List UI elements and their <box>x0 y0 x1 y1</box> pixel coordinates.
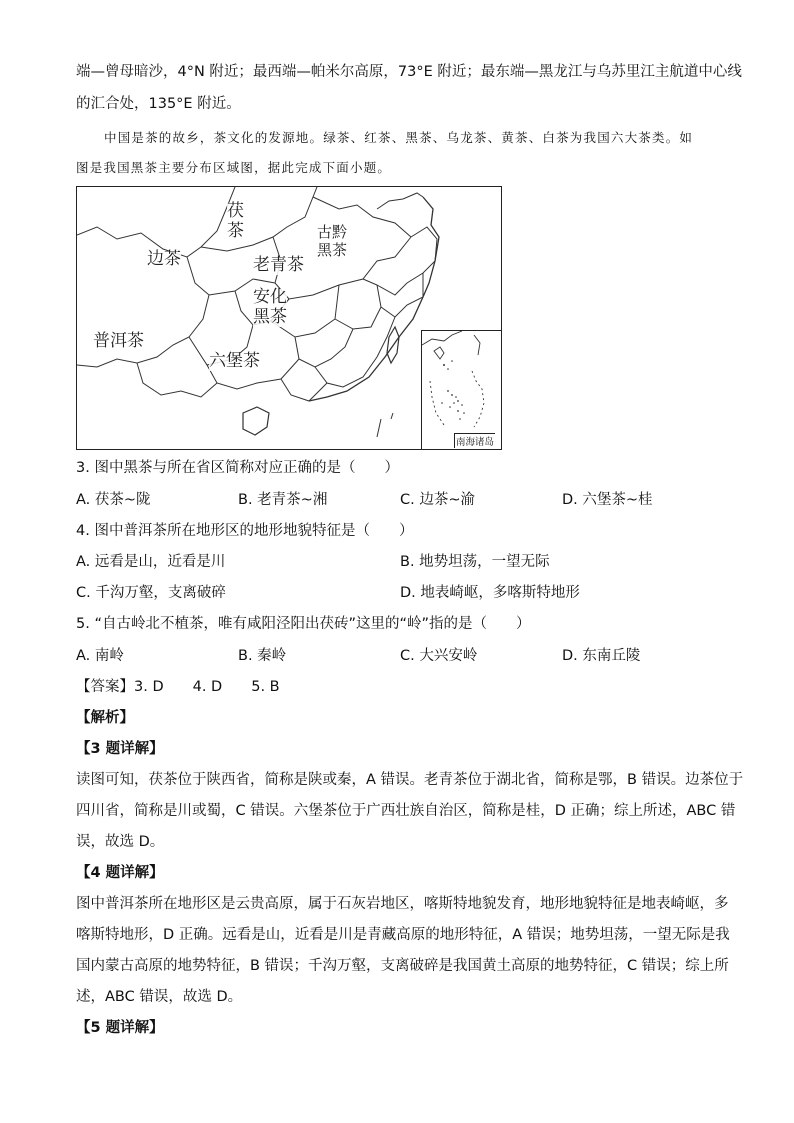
q3-option-d: D. 六堡茶~桂 <box>562 492 653 508</box>
q4-option-a: A. 远看是山，近看是川 <box>76 554 226 570</box>
intro-line-1: 端—曾母暗沙，4°N 附近；最西端—帕米尔高原，73°E 附近；最东端—黑龙江与乌苏里江主航道中心线 <box>76 64 742 80</box>
label-laoqing-tea: 老青茶 <box>253 255 304 275</box>
answer-line: 【答案】3. D 4. D 5. B <box>76 679 280 695</box>
inset-map <box>422 331 501 449</box>
q4-option-b: B. 地势坦荡，一望无际 <box>400 554 550 570</box>
q5-option-c: C. 大兴安岭 <box>400 648 478 664</box>
q4-detail-line-2: 喀斯特地形，D 正确。远看是山，近看是川是青藏高原的地形特征，A 错误；地势坦荡，一望无际是我 <box>76 927 730 943</box>
q4-option-c: C. 千沟万壑，支离破碎 <box>76 585 226 601</box>
analysis-heading: 【解析】 <box>76 710 134 726</box>
label-anhua-1: 安化 <box>253 287 287 307</box>
label-liubao-tea: 六堡茶 <box>209 351 260 371</box>
q4-detail-line-4: 述，ABC 错误，故选 D。 <box>76 989 243 1005</box>
label-puer-tea: 普洱茶 <box>93 331 144 351</box>
intro-line-2: 的汇合处，135°E 附近。 <box>76 96 241 112</box>
passage-line-1: 中国是茶的故乡，茶文化的发源地。绿茶、红茶、黑茶、乌龙茶、黄茶、白茶为我国六大茶类。如 <box>104 130 694 145</box>
q3-detail-line-2: 四川省，简称是川或蜀，C 错误。六堡茶位于广西壮族自治区，简称是桂，D 正确；综上所述，ABC 错 <box>76 803 736 819</box>
question-5-stem: 5. “自古岭北不植茶，唯有咸阳泾阳出茯砖”这里的“岭”指的是（ ） <box>76 616 531 632</box>
passage-line-2: 图是我国黑茶主要分布区域图，据此完成下面小题。 <box>76 160 392 175</box>
question-3-stem: 3. 图中黑茶与所在省区简称对应正确的是（ ） <box>76 460 399 476</box>
label-fu-tea-2: 茶 <box>227 221 244 241</box>
q5-option-b: B. 秦岭 <box>238 648 287 664</box>
label-bian-tea: 边茶 <box>147 249 181 269</box>
q3-option-c: C. 边茶~渝 <box>400 492 475 508</box>
dark-tea-distribution-map <box>76 186 502 450</box>
label-fu-tea-1: 茯 <box>227 201 244 221</box>
label-gu-qian-2: 黑茶 <box>317 241 348 259</box>
q4-detail-line-1: 图中普洱茶所在地形区是云贵高原，属于石灰岩地区，喀斯特地貌发育，地形地貌特征是地表崎岖，多 <box>76 896 729 912</box>
q4-detail-line-3: 国内蒙古高原的地势特征，B 错误；千沟万壑，支离破碎是我国黄土高原的地势特征，C 错误；综上所 <box>76 958 729 974</box>
question-4-stem: 4. 图中普洱茶所在地形区的地形地貌特征是（ ） <box>76 523 414 539</box>
q5-option-a: A. 南岭 <box>76 648 124 664</box>
q3-option-a: A. 茯茶~陇 <box>76 492 151 508</box>
label-anhua-2: 黑茶 <box>253 307 287 327</box>
q4-detail-heading: 【4 题详解】 <box>76 865 164 881</box>
q3-detail-line-1: 读图可知，茯茶位于陕西省，简称是陕或秦，A 错误。老青茶位于湖北省，简称是鄂，B 错误。边茶位于 <box>76 772 744 788</box>
label-gu-qian-1: 古黔 <box>317 223 348 241</box>
q3-detail-line-3: 误，故选 D。 <box>76 834 165 850</box>
inset-label: 南海诸岛 <box>454 433 495 448</box>
q4-option-d: D. 地表崎岖，多喀斯特地形 <box>400 585 580 601</box>
q3-option-b: B. 老青茶~湘 <box>238 492 328 508</box>
q5-detail-heading: 【5 题详解】 <box>76 1020 164 1036</box>
q3-detail-heading: 【3 题详解】 <box>76 741 164 757</box>
south-china-sea-inset <box>421 330 502 450</box>
q5-option-d: D. 东南丘陵 <box>562 648 641 664</box>
